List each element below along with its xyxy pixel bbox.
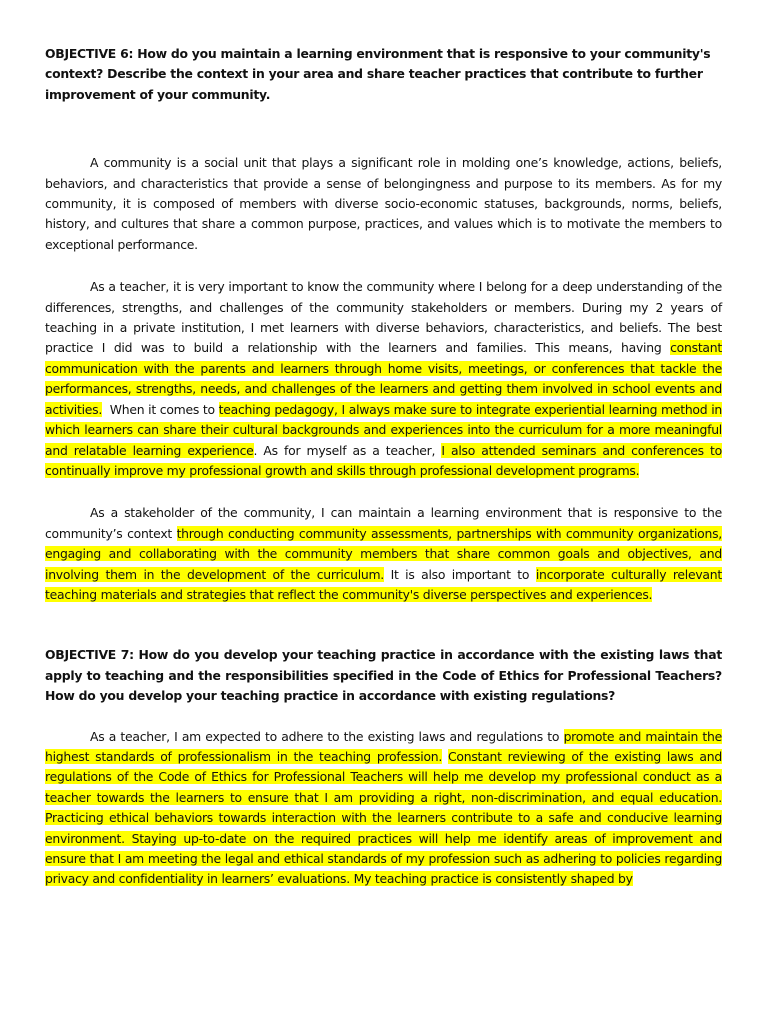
highlighted-text: through conducting community assessments, partnerships with community organizations, engaging and collaborating with the community members that share common goals and objectives, and involving them in the development of the curriculum. (45, 525, 722, 582)
text-run: When it comes to (102, 401, 219, 417)
highlighted-text: promote and maintain the highest standards of professionalism in the teaching profession. (45, 728, 722, 764)
document-page (45, 44, 722, 890)
text-run: As a teacher, I am expected to adhere to the existing laws and regulations to (90, 728, 564, 744)
highlighted-text: incorporate culturally relevant teaching materials and strategies that reflect the community's diverse perspectives and experiences. (45, 566, 722, 602)
objective-7-heading: OBJECTIVE 7: How do you develop your teaching practice in accordance with the existing laws that apply to teaching and the responsibilities specified in the Code of Ethics for Professional Teachers? How do you develop your teaching practice in accordance with existing regulations? (45, 647, 722, 704)
highlighted-text: teaching pedagogy, I always make sure to integrate experiential learning method in which learners can share their cultural backgrounds and experiences into the curriculum for a more meaningful and relatable learning experience (45, 401, 722, 458)
text-run: It is also important to (384, 566, 536, 582)
objective-6-heading: OBJECTIVE 6: How do you maintain a learning environment that is responsive to your community's context? Describe the context in your area and share teacher practices that contribute to further improvement of your community. (45, 46, 711, 102)
objective-6-paragraph-2 (45, 277, 722, 481)
objective-6-paragraph-3 (45, 503, 722, 605)
objective-7-paragraph-1 (45, 727, 722, 890)
text-run: As a stakeholder of the community, I can maintain a learning environment that is responsive to the community’s context (45, 505, 722, 541)
highlighted-text: constant communication with the parents and learners through home visits, meetings, or conferences that tackle the performances, strengths, needs, and challenges of the learners and getting them involved in school events and activities. (45, 340, 722, 417)
highlighted-text: Constant reviewing of the existing laws and regulations of the Code of Ethics for Professional Teachers will help me develop my professional conduct as a teacher towards the learners to ensure that I am providing a right, non-discrimination, and equal education. Practicing ethical behaviors towards interaction with the learners contribute to a safe and conducive learning environment. Staying up-to-date on the required practices will help me identify areas of improvement and ensure that I am meeting the legal and ethical standards of my profession such as adhering to policies regarding privacy and confidentiality in learners’ evaluations. My teaching practice is consistently shaped by (45, 748, 722, 887)
highlighted-text: I also attended seminars and conferences to continually improve my professional growth and skills through professional development programs. (45, 442, 722, 478)
objective-6-paragraph-1: A community is a social unit that plays a significant role in molding one’s knowledge, actions, beliefs, behaviors, and characteristics that provide a sense of belongingness and purpose to its members. As for my community, it is composed of members with diverse socio-economic statuses, backgrounds, norms, beliefs, history, and cultures that share a common purpose, practices, and values which is to motivate the members to exceptional performance. (45, 155, 722, 252)
text-run: As a teacher, it is very important to know the community where I belong for a deep understanding of the differences, strengths, and challenges of the community stakeholders or members. During my 2 years of teaching in a private institution, I met learners with diverse behaviors, characteristics, and beliefs. The best practice I did was to build a relationship with the learners and families. This means, having (45, 279, 722, 356)
text-run: . As for myself as a teacher, (253, 442, 442, 458)
